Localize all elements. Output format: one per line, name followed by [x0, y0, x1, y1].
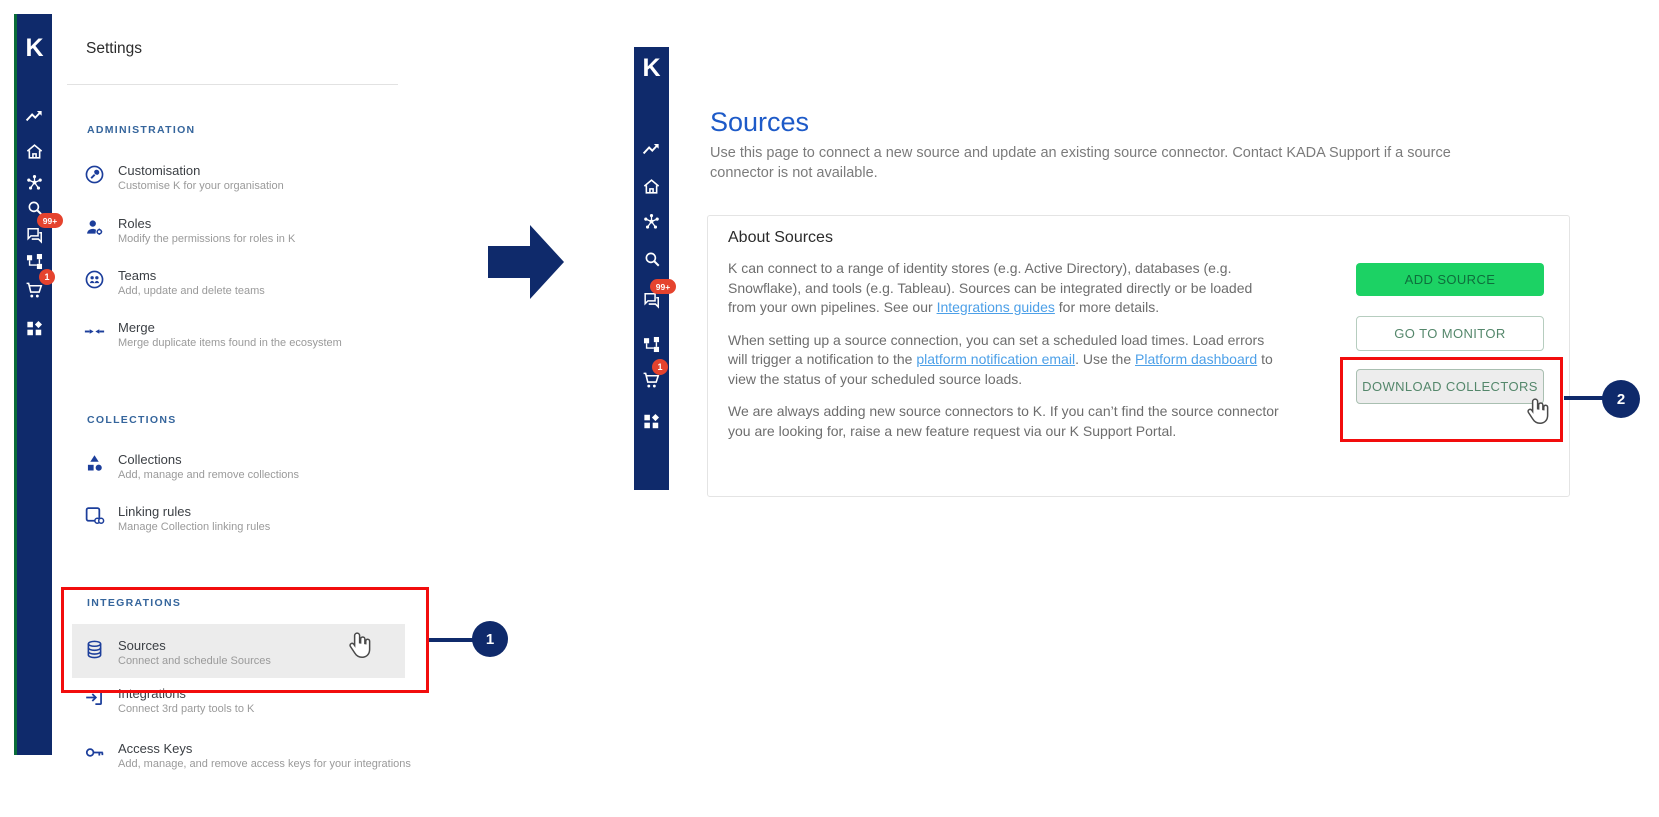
roles-icon: [84, 217, 105, 238]
item-subtitle: Customise K for your organisation: [118, 180, 284, 192]
home-icon[interactable]: [642, 176, 662, 196]
item-title: Access Keys: [118, 741, 193, 756]
settings-page-title: Settings: [86, 40, 143, 57]
page-title: Sources: [710, 107, 810, 137]
item-title: Integrations: [118, 686, 186, 701]
item-subtitle: Connect 3rd party tools to K: [118, 703, 255, 715]
step-arrow: [488, 222, 568, 307]
section-label-administration: ADMINISTRATION: [87, 124, 196, 136]
cart-notification-badge: 1: [39, 269, 55, 285]
apps-icon[interactable]: [642, 411, 662, 431]
text-segment: for more details.: [1054, 299, 1160, 315]
text-segment: K can connect to a range of identity stores (e.g. Active Directory), databases (e.g. Snowflake), and tools (e.g. Tableau). Sources can be integrated directly or be loaded from your own pipelines. See our: [728, 260, 1253, 315]
home-icon[interactable]: [25, 141, 45, 161]
chat-notification-badge: 99+: [37, 213, 63, 228]
key-icon: [84, 742, 105, 763]
text-segment: to view the status of your scheduled source loads.: [728, 351, 1273, 387]
annotation-callout-2: 2: [1602, 380, 1640, 418]
item-title: Sources: [118, 638, 166, 653]
platform-notification-email-link[interactable]: platform notification email: [916, 351, 1076, 367]
chat-icon[interactable]: [25, 225, 45, 245]
database-icon: [84, 639, 105, 660]
teams-icon: [84, 269, 105, 290]
item-subtitle: Merge duplicate items found in the ecosystem: [118, 337, 342, 349]
item-subtitle: Add, manage and remove collections: [118, 469, 299, 481]
item-title: Teams: [118, 268, 157, 283]
hand-cursor: [1522, 396, 1552, 431]
header-divider: [67, 84, 398, 85]
integrations-guides-link[interactable]: Integrations guides: [936, 299, 1055, 315]
cluster-icon[interactable]: [25, 172, 45, 192]
page-description: Use this page to connect a new source and update an existing source connector. Contact KADA Support if a source connector is not available.: [710, 145, 1451, 181]
item-subtitle: Connect and schedule Sources: [118, 655, 271, 667]
k-logo[interactable]: K: [642, 54, 661, 82]
annotation-connector-1: [429, 638, 475, 642]
merge-icon: [84, 321, 105, 342]
text-segment: . Use the: [1075, 351, 1135, 367]
customisation-icon: [84, 164, 105, 185]
hand-cursor: [344, 630, 374, 665]
item-title: Roles: [118, 216, 152, 231]
go-to-monitor-button[interactable]: GO TO MONITOR: [1356, 316, 1544, 351]
paragraph-3: We are always adding new source connectors to K. If you can’t find the source connector you are looking for, raise a new feature request via our K Support Portal.: [728, 403, 1279, 439]
text-segment: When setting up a source connection, you can set a scheduled load times. Load errors will trigger a notification to the: [728, 331, 1265, 367]
item-title: Customisation: [118, 163, 201, 178]
section-label-integrations: INTEGRATIONS: [87, 597, 182, 609]
platform-dashboard-link[interactable]: Platform dashboard: [1135, 351, 1258, 367]
annotation-connector-2: [1564, 396, 1606, 400]
annotation-callout-1: 1: [472, 621, 508, 657]
paragraph-2: [728, 331, 1280, 390]
search-icon[interactable]: [642, 249, 662, 269]
trending-up-icon[interactable]: [25, 106, 45, 126]
item-title: Collections: [118, 452, 182, 467]
item-subtitle: Add, manage, and remove access keys for your integrations: [118, 758, 411, 770]
paragraph-1: [728, 259, 1280, 318]
linking-rules-icon: [84, 505, 105, 526]
card-body: [728, 259, 1280, 454]
download-collectors-button[interactable]: DOWNLOAD COLLECTORS: [1356, 369, 1544, 404]
trending-up-icon[interactable]: [642, 139, 662, 159]
about-sources-card: [707, 215, 1570, 497]
add-source-button[interactable]: ADD SOURCE: [1356, 263, 1544, 296]
section-label-collections: COLLECTIONS: [87, 414, 177, 426]
card-title: About Sources: [728, 229, 833, 246]
item-subtitle: Add, update and delete teams: [118, 285, 265, 297]
collections-icon: [84, 453, 105, 474]
item-subtitle: Modify the permissions for roles in K: [118, 233, 296, 245]
hierarchy-icon[interactable]: [642, 334, 662, 354]
cluster-icon[interactable]: [642, 211, 662, 231]
left-sidebar: [14, 14, 58, 755]
apps-icon[interactable]: [25, 318, 45, 338]
chat-notification-badge: 99+: [650, 279, 676, 294]
item-title: Linking rules: [118, 504, 191, 519]
item-subtitle: Manage Collection linking rules: [118, 521, 271, 533]
integrations-icon: [84, 687, 105, 708]
item-title: Merge: [118, 320, 155, 335]
right-sidebar: [634, 47, 669, 490]
hierarchy-icon[interactable]: [25, 251, 45, 271]
k-logo[interactable]: K: [25, 34, 44, 62]
cart-notification-badge: 1: [652, 359, 668, 375]
